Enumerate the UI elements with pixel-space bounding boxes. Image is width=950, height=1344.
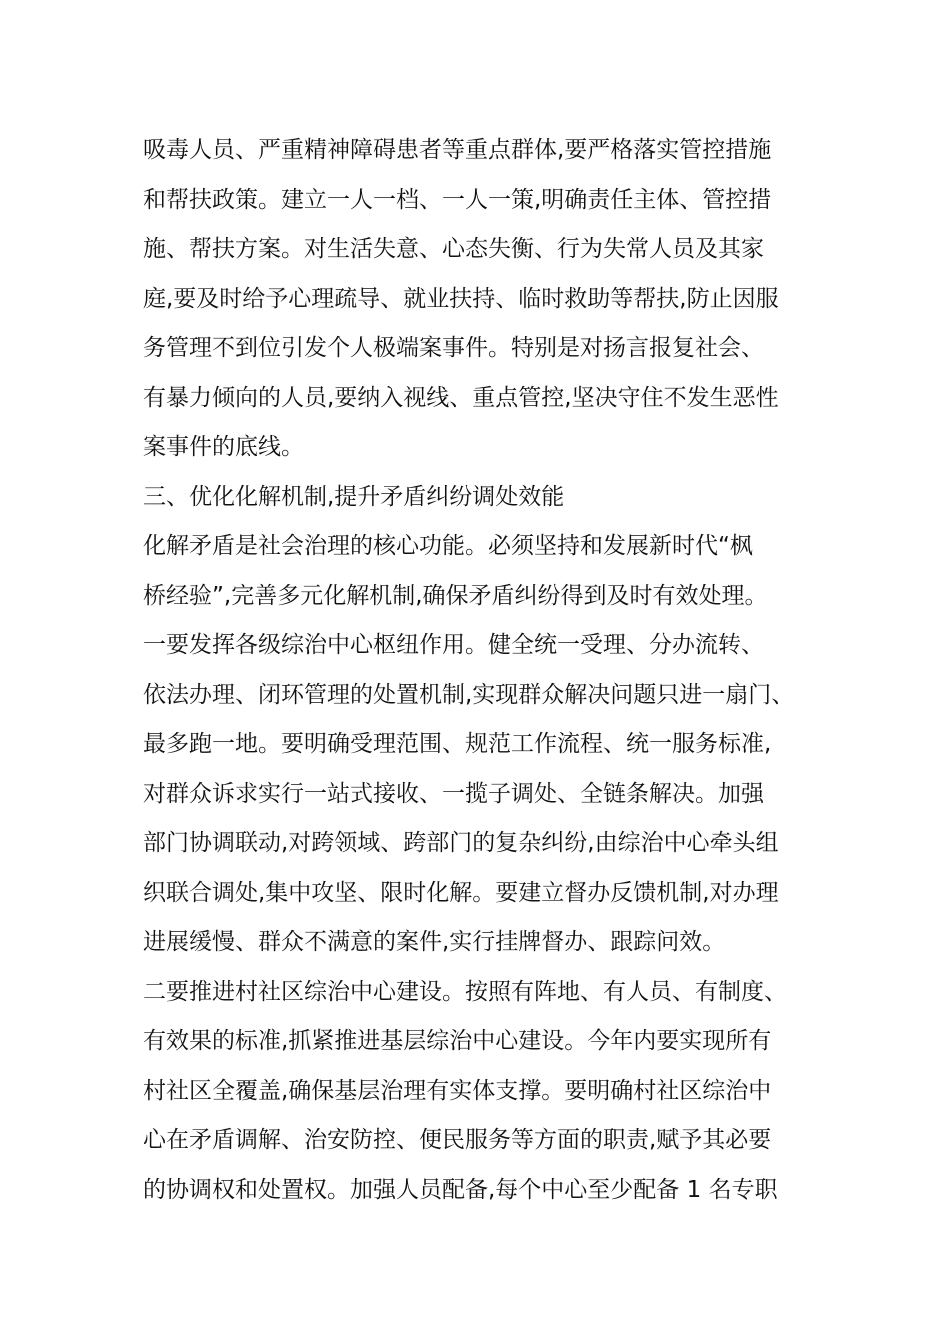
text-line: 化解矛盾是社会治理的核心功能。必须坚持和发展新时代“枫 (143, 533, 753, 559)
text-line: 和帮扶政策。建立一人一档、一人一策,明确责任主体、管控措 (143, 186, 772, 213)
text-line: 二要推进村社区综治中心建设。按照有阵地、有人员、有制度、 (143, 978, 787, 1005)
text-line: 案事件的底线。 (143, 434, 304, 460)
text-line: 依法办理、闭环管理的处置机制,实现群众解决问题只进一扇门、 (143, 681, 795, 708)
text-line: 桥经验”,完善多元化解机制,确保矛盾纠纷得到及时有效处理。 (143, 582, 768, 609)
text-line: 施、帮扶方案。对生活失意、心态失衡、行为失常人员及其家 (143, 236, 764, 262)
section-heading: 三、优化化解机制,提升矛盾纠纷调处效能 (143, 483, 565, 510)
text-line: 有暴力倾向的人员,要纳入视线、重点管控,坚决守住不发生恶性 (143, 384, 779, 411)
text-line: 最多跑一地。要明确受理范围、规范工作流程、统一服务标准, (143, 731, 772, 757)
text-line: 织联合调处,集中攻坚、限时化解。要建立督办反馈机制,对办理 (143, 879, 779, 906)
text-line: 吸毒人员、严重精神障碍患者等重点群体,要严格落实管控措施 (143, 137, 772, 163)
text-line: 的协调权和处置权。加强人员配备,每个中心至少配备 1 名专职 (143, 1176, 778, 1203)
text-line: 务管理不到位引发个人极端案事件。特别是对扬言报复社会、 (143, 335, 764, 361)
text-line: 对群众诉求实行一站式接收、一揽子调处、全链条解决。加强 (143, 780, 764, 807)
document-body (143, 126, 823, 1215)
text-line: 村社区全覆盖,确保基层治理有实体支撑。要明确村社区综治中 (143, 1077, 772, 1104)
text-line: 庭,要及时给予心理疏导、就业扶持、临时救助等帮扶,防止因服 (143, 285, 779, 312)
text-line: 部门协调联动,对跨领域、跨部门的复杂纠纷,由综治中心牵头组 (143, 830, 779, 856)
text-line: 进展缓慢、群众不满意的案件,实行挂牌督办、跟踪问效。 (143, 929, 726, 955)
text-line: 有效果的标准,抓紧推进基层综治中心建设。今年内要实现所有 (143, 1028, 772, 1054)
text-line: 一要发挥各级综治中心枢纽作用。健全统一受理、分办流转、 (143, 632, 764, 658)
text-line: 心在矛盾调解、治安防控、便民服务等方面的职责,赋予其必要 (143, 1127, 772, 1153)
